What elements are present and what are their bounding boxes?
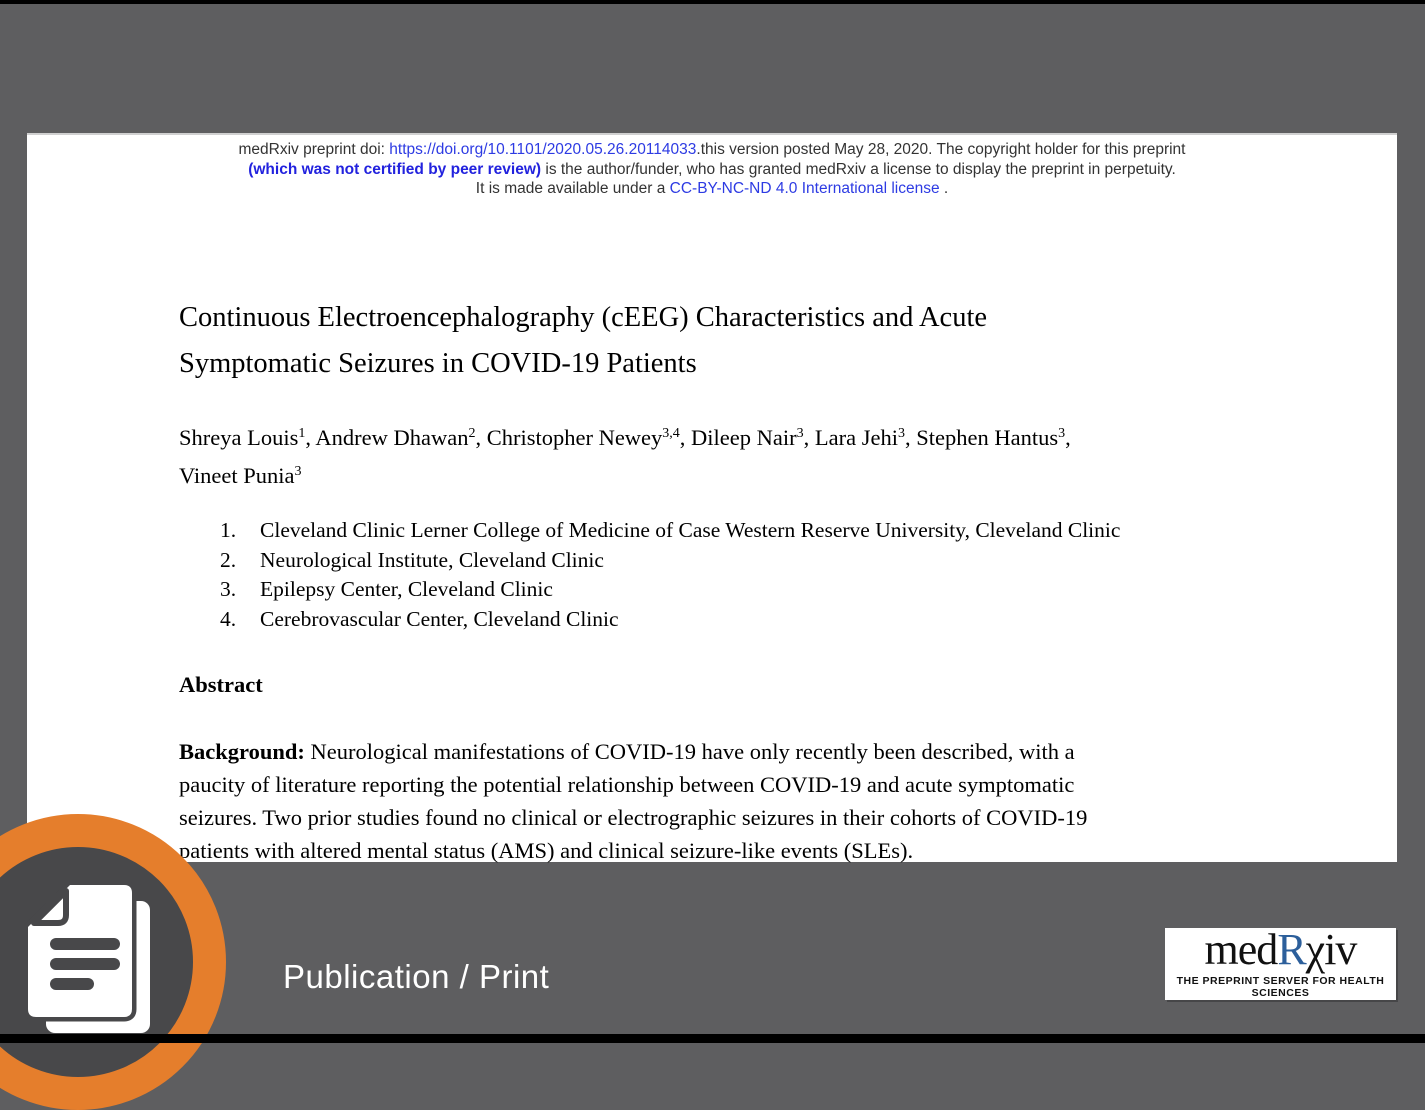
affiliation-item	[220, 546, 1120, 576]
author-list	[179, 417, 1071, 493]
bottom-black-strip	[0, 1034, 1425, 1043]
top-black-strip	[0, 0, 1425, 4]
affiliation-item	[220, 516, 1120, 546]
author-affil-sup: 3	[897, 426, 905, 441]
author: Vineet Punia	[179, 463, 295, 488]
author-line-1: Shreya Louis$^1$, Andrew Dhawan$^2$, Christopher Newey$^{3,4}$, Dileep Nair$^3$, Lara Jehi$^3$, Stephen Hantus$^3$,	[179, 425, 1071, 450]
banner-version-text: .this version posted May 28, 2020. The copyright holder for this preprint	[696, 141, 1186, 158]
affiliation-number: 2.	[220, 547, 237, 572]
banner-line-2	[27, 160, 1397, 180]
background-line-1: Background: Neurological manifestations of COVID-19 have only recently been described, with a	[179, 739, 1075, 764]
background-label: Background:	[179, 739, 305, 764]
author: Andrew Dhawan	[315, 425, 469, 450]
affiliation-item	[220, 575, 1120, 605]
preprint-page	[27, 133, 1397, 862]
background-line-4: patients with altered mental status (AMS) and clinical seizure-like events (SLEs).	[179, 838, 914, 863]
affiliation-text: Epilepsy Center, Cleveland Clinic	[260, 577, 553, 601]
author: Shreya Louis	[179, 425, 299, 450]
author: Lara Jehi	[814, 425, 898, 450]
affiliation-list	[220, 516, 1120, 634]
affiliation-text: Cleveland Clinic Lerner College of Medicine of Case Western Reserve University, Cleveland Clinic	[260, 518, 1121, 542]
background-line-3: seizures. Two prior studies found no clinical or electrographic seizures in their cohorts of COVID-19	[179, 805, 1088, 830]
author: Christopher Newey	[486, 425, 663, 450]
banner-line-1	[27, 140, 1397, 160]
not-certified-notice: (which was not certified by peer review)	[248, 160, 542, 178]
slide-caption: Publication / Print	[283, 958, 550, 995]
medrxiv-logo-subtitle: THE PREPRINT SERVER FOR HEALTH SCIENCES	[1176, 975, 1385, 999]
author-line-2	[179, 455, 1071, 493]
license-link[interactable]: CC-BY-NC-ND 4.0 International license	[669, 180, 940, 197]
author: Dileep Nair	[691, 425, 797, 450]
author-affil-sup: 3	[1058, 426, 1066, 441]
banner-perpetuity-text: is the author/funder, who has granted medRxiv a license to display the preprint in perpetuity.	[541, 160, 1176, 178]
background-line-2: paucity of literature reporting the potential relationship between COVID-19 and acute symptomatic	[179, 772, 1075, 797]
author-affil-sup: 3	[294, 464, 302, 479]
logo-blue-r: R	[1277, 925, 1306, 974]
paper-title-line-1: Continuous Electroencephalography (cEEG) Characteristics and Acute	[179, 302, 988, 333]
medrxiv-banner	[27, 140, 1397, 199]
author: Stephen Hantus	[916, 425, 1059, 450]
author-affil-sup: 3,4	[662, 426, 680, 441]
author-affil-sup: 3	[796, 426, 804, 441]
medrxiv-logo-wordmark: medRχiv	[1204, 925, 1357, 974]
author-affil-sup: 1	[298, 426, 306, 441]
banner-line-3	[27, 179, 1397, 199]
affiliation-text: Cerebrovascular Center, Cleveland Clinic	[260, 606, 619, 631]
affiliation-text: Neurological Institute, Cleveland Clinic	[260, 547, 604, 572]
medrxiv-logo	[1165, 925, 1396, 1000]
author-affil-sup: 2	[468, 426, 476, 441]
doi-link[interactable]: https://doi.org/10.1101/2020.05.26.20114033	[389, 141, 697, 158]
paper-title-line-2: Symptomatic Seizures in COVID-19 Patients	[179, 348, 697, 379]
affiliation-item	[220, 605, 1120, 635]
abstract-background-paragraph	[179, 735, 1087, 867]
banner-license-pre: It is made available under a	[475, 180, 670, 197]
affiliation-number: 3.	[220, 577, 237, 601]
banner-license-post: .	[939, 180, 949, 197]
logo-chi: χ	[1305, 925, 1325, 974]
affiliation-number: 4.	[220, 606, 237, 631]
paper-title	[179, 295, 987, 387]
document-pages-icon	[22, 881, 172, 1046]
banner-doi-label: medRxiv preprint doi:	[238, 141, 390, 158]
abstract-heading: Abstract	[179, 672, 263, 697]
affiliation-number: 1.	[220, 518, 237, 542]
